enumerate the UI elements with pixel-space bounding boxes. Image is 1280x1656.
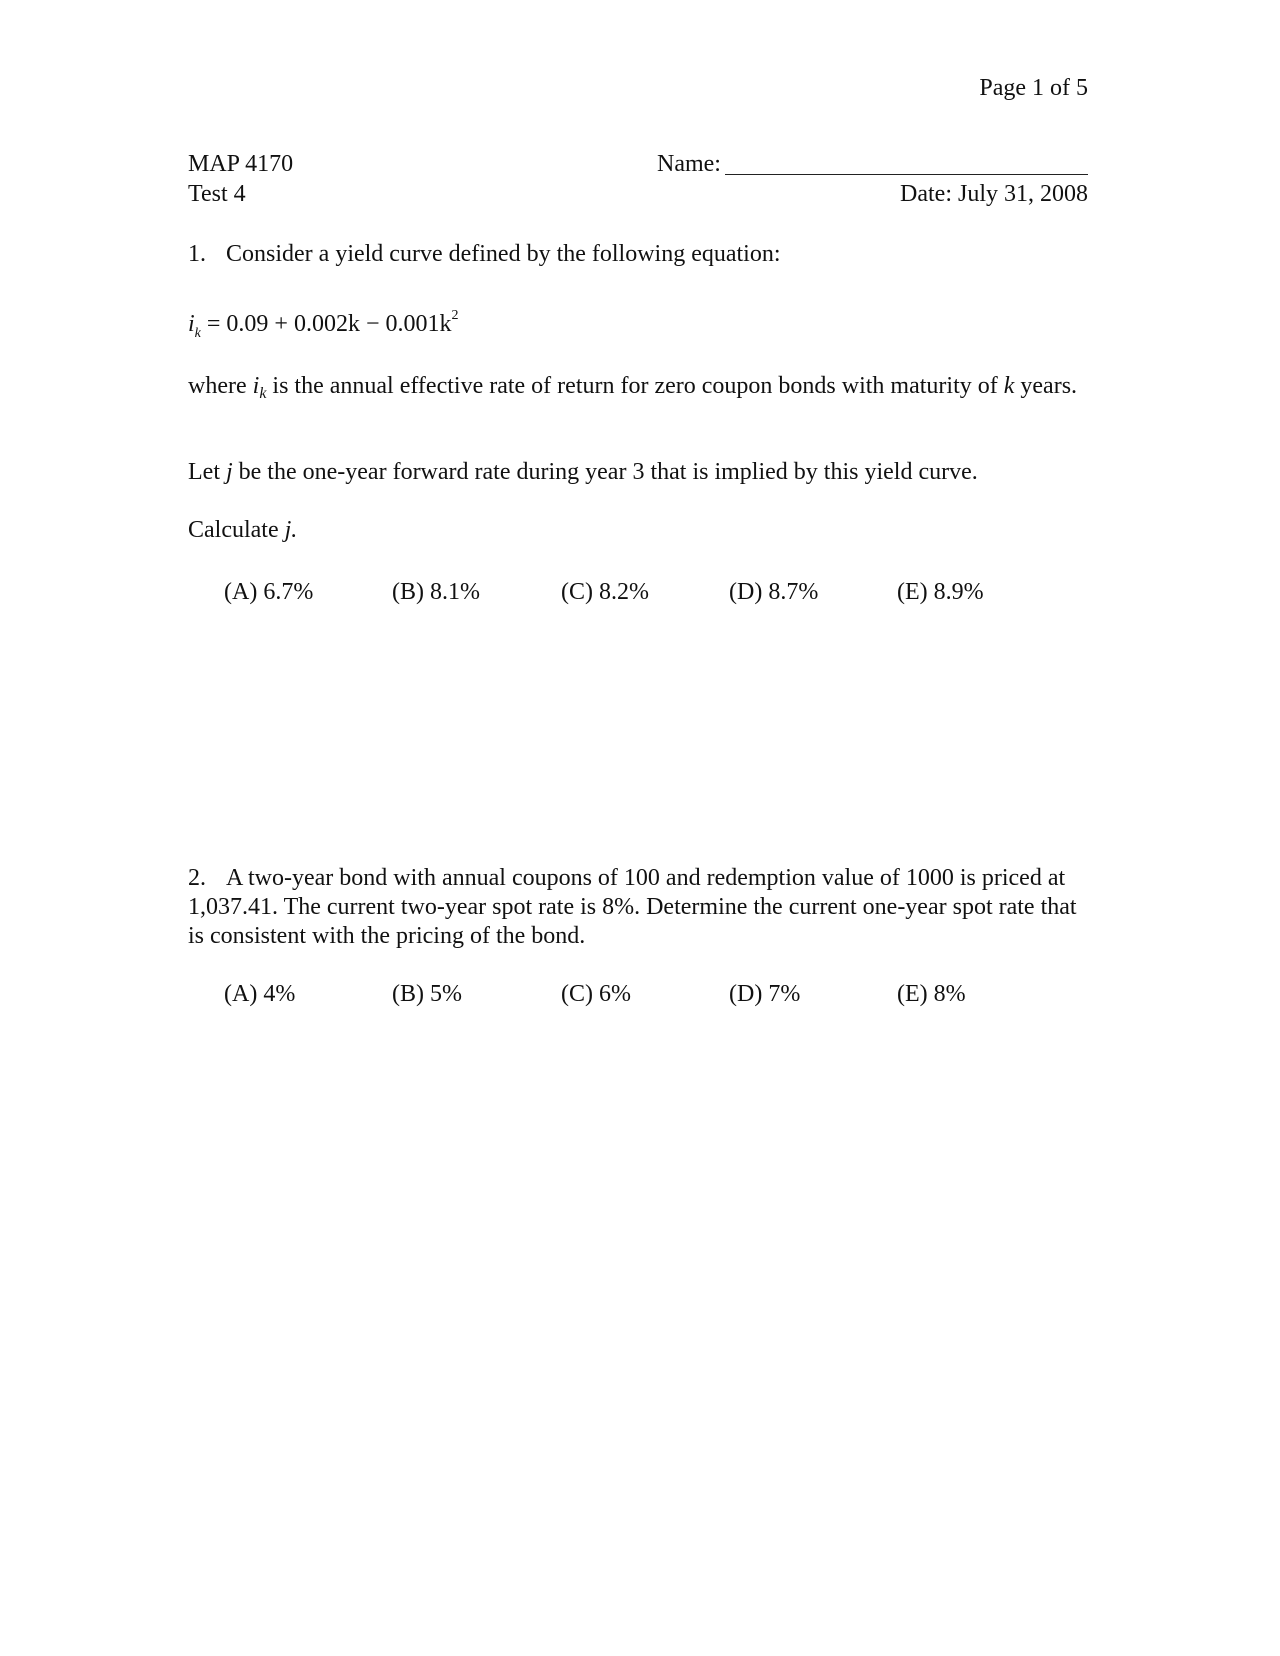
where-k: k xyxy=(1003,373,1015,399)
question-2-body: A two-year bond with annual coupons of 100 and redemption value of 1000 is priced at 1,037.41. The current two-year spot rate is 8%. Determine the current one-year spot rate that is consistent with the pricing of the bond. xyxy=(188,865,1077,949)
let-var: j xyxy=(225,459,233,485)
yield-curve-equation xyxy=(188,310,459,339)
page-number: Page 1 of 5 xyxy=(979,75,1088,101)
question-2-choice-c[interactable]: (C) 6% xyxy=(561,981,631,1007)
question-2-choice-e[interactable]: (E) 8% xyxy=(897,981,966,1007)
where-end: years. xyxy=(1020,373,1078,399)
question-1-intro-text: Consider a yield curve defined by the following equation: xyxy=(226,241,781,267)
question-2-choices xyxy=(224,980,1084,1010)
question-2-choice-b[interactable]: (B) 5% xyxy=(392,981,462,1007)
question-1-choices xyxy=(224,578,1084,608)
question-1-choice-d[interactable]: (D) 8.7% xyxy=(729,579,819,605)
name-blank-line xyxy=(725,174,1088,175)
question-2-choice-d[interactable]: (D) 7% xyxy=(729,981,801,1007)
question-1-where-text xyxy=(188,372,1088,403)
question-1-number: 1. xyxy=(188,241,206,267)
where-prefix: where xyxy=(188,373,247,399)
question-1-choice-b[interactable]: (B) 8.1% xyxy=(392,579,480,605)
course-code: MAP 4170 xyxy=(188,151,294,177)
equation-rhs: = 0.09 + 0.002k − 0.001k xyxy=(206,311,452,337)
test-title: Test 4 xyxy=(188,181,246,207)
equation-lhs-var: i xyxy=(188,311,195,337)
question-1-choice-a[interactable]: (A) 6.7% xyxy=(224,579,314,605)
name-label: Name: xyxy=(657,151,721,177)
question-1-choice-e[interactable]: (E) 8.9% xyxy=(897,579,984,605)
test-date: Date: July 31, 2008 xyxy=(900,181,1088,207)
let-suffix: be the one-year forward rate during year 3 that is implied by this yield curve. xyxy=(238,459,978,485)
question-2-choice-a[interactable]: (A) 4% xyxy=(224,981,296,1007)
where-suffix: is the annual effective rate of return for zero coupon bonds with maturity of xyxy=(272,373,998,399)
question-2-text xyxy=(188,864,1088,951)
calc-var: j. xyxy=(284,517,298,543)
question-1-choice-c[interactable]: (C) 8.2% xyxy=(561,579,649,605)
let-prefix: Let xyxy=(188,459,220,485)
question-1-calculate xyxy=(188,516,297,545)
where-sub: k xyxy=(259,385,267,402)
where-var: i xyxy=(252,373,260,399)
question-2-number: 2. xyxy=(188,865,206,891)
equation-rhs-sup: 2 xyxy=(451,308,459,323)
question-1-let-text xyxy=(188,458,978,487)
calc-prefix: Calculate xyxy=(188,517,279,543)
question-1-intro xyxy=(188,240,781,269)
equation-lhs-sub: k xyxy=(194,326,201,341)
